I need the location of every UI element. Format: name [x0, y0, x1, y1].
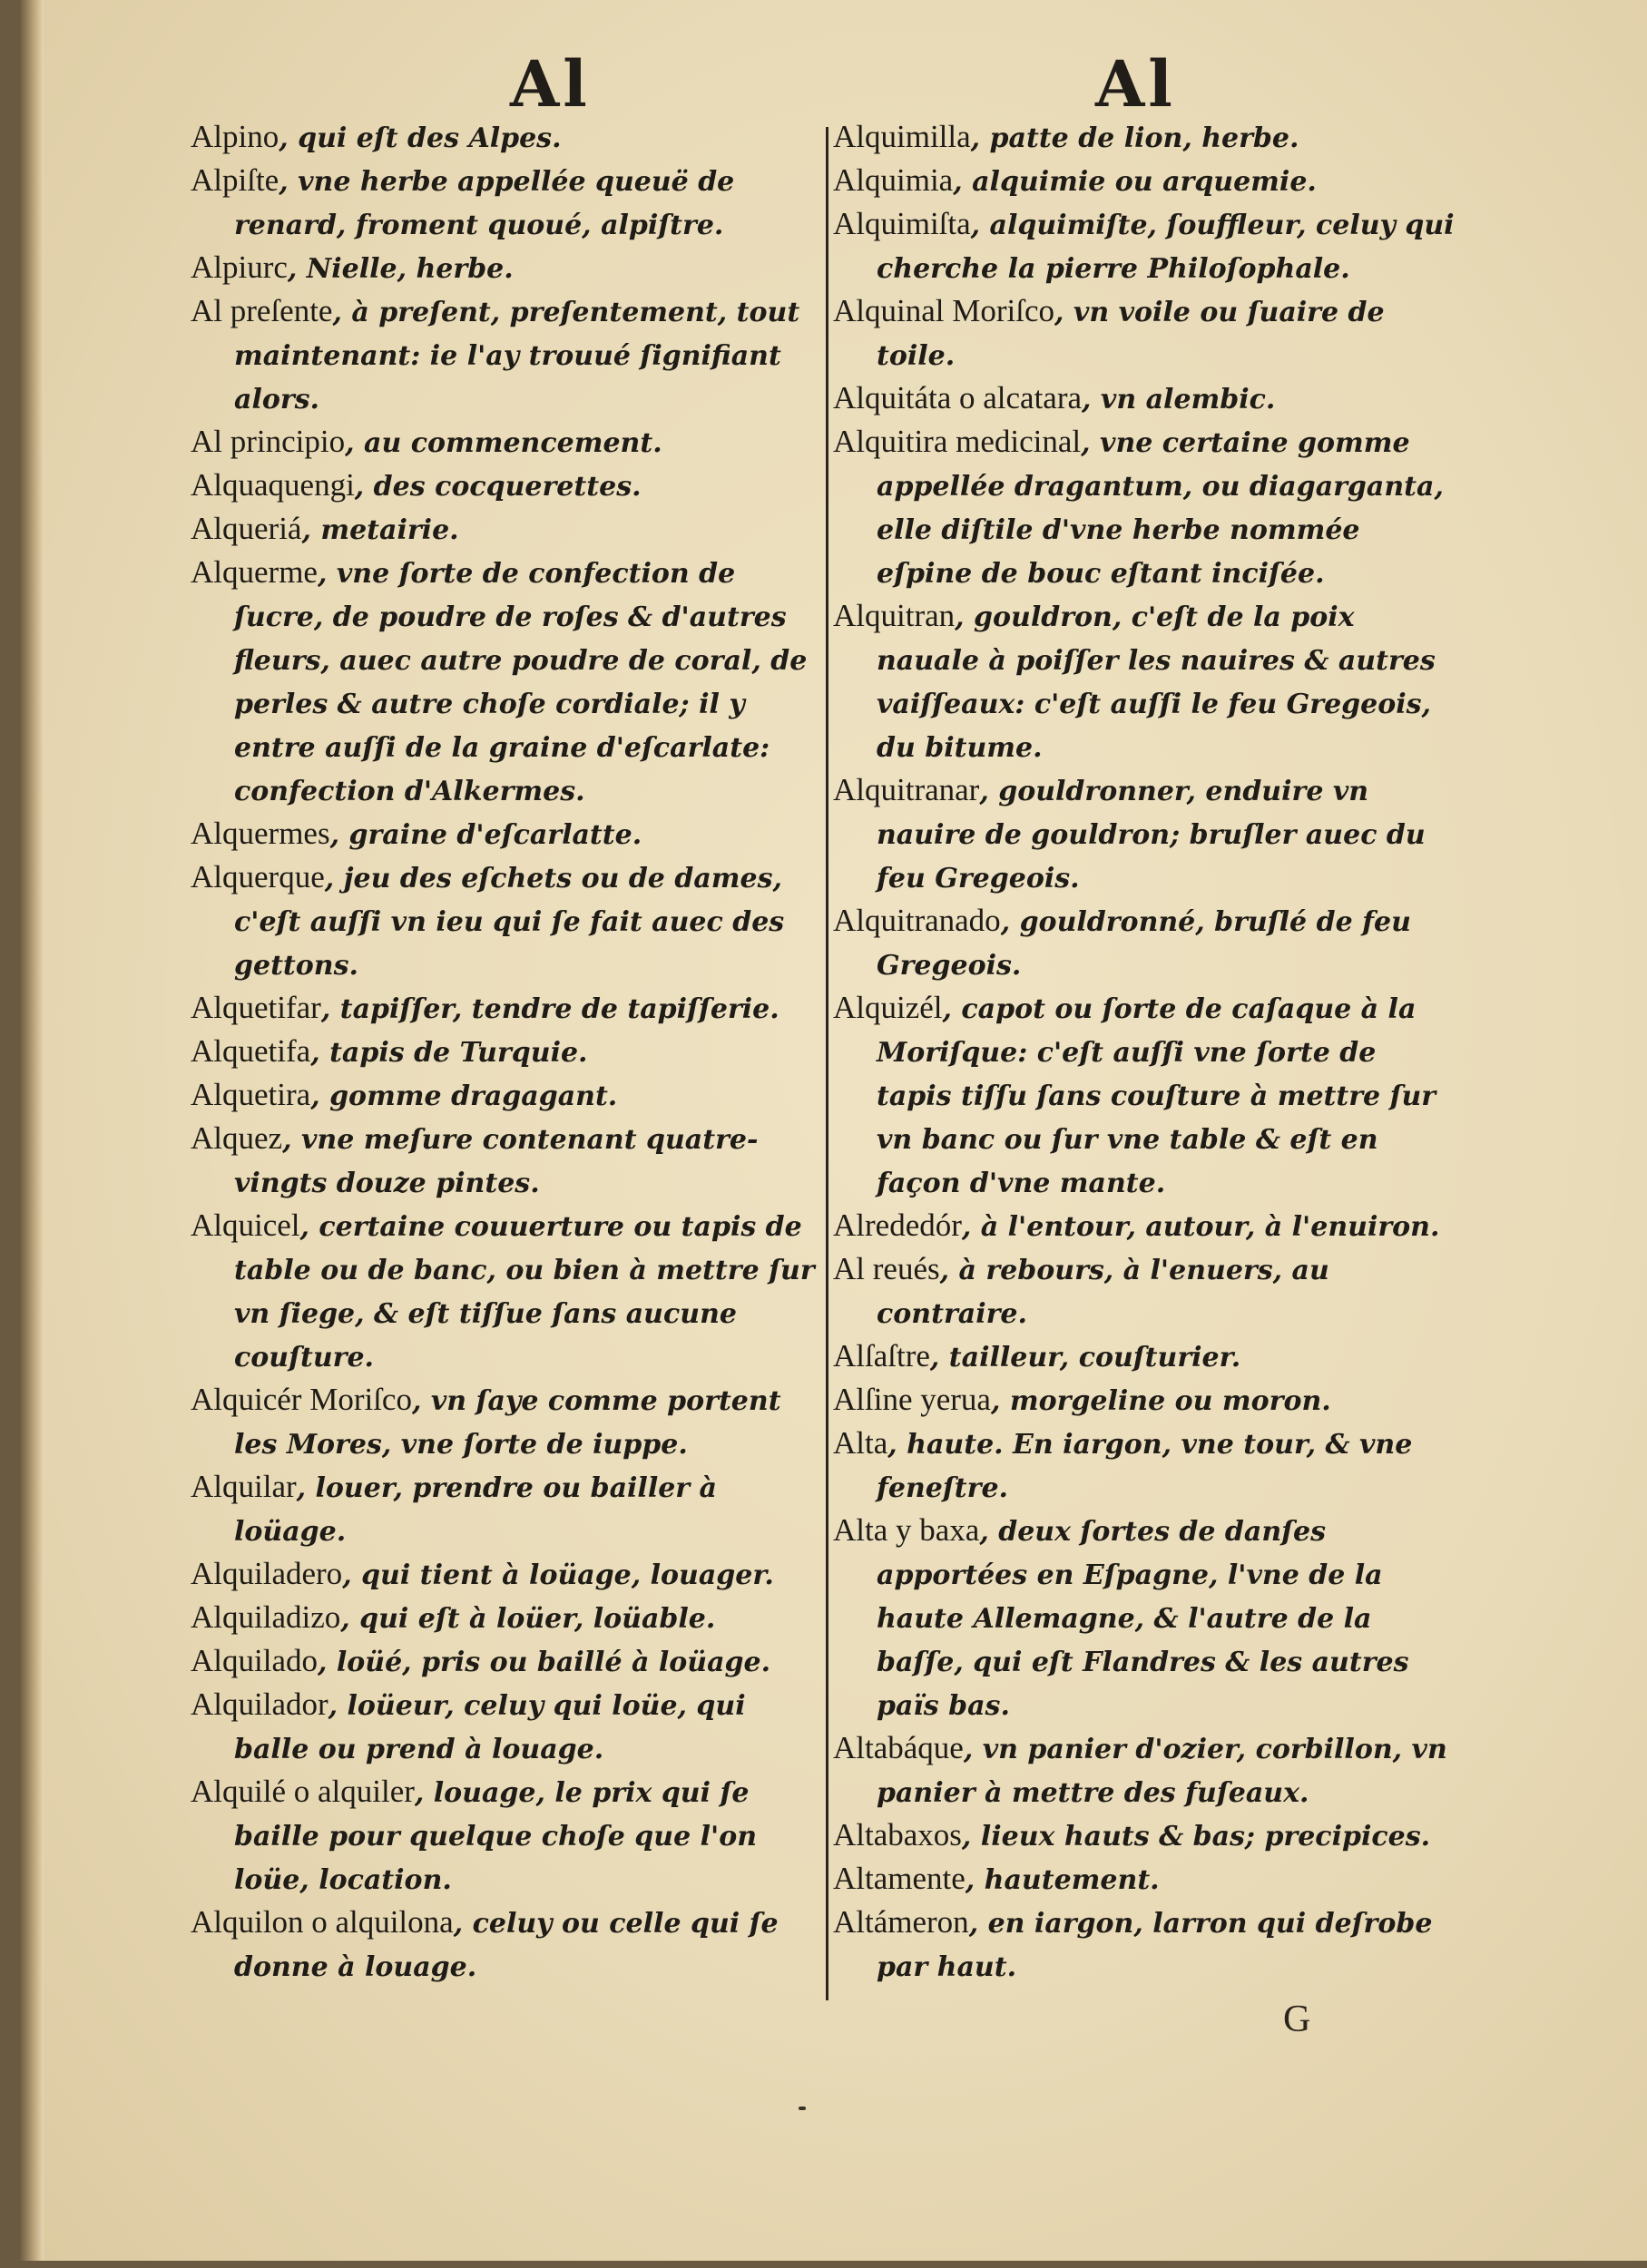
entry-headword: Alquicér Moriſco [191, 1382, 412, 1417]
ink-speck [799, 2107, 806, 2110]
running-head-right: Al [1095, 46, 1176, 122]
entry-headword: Alquimilla [833, 119, 971, 154]
dictionary-entry [191, 856, 817, 987]
dictionary-entry [191, 1466, 817, 1553]
entry-headword: Alquermes [191, 816, 330, 851]
dictionary-entry [191, 508, 817, 552]
dictionary-entry [833, 421, 1455, 595]
dictionary-entry [191, 1684, 817, 1771]
entry-definition: , qui eſt des Alpes. [279, 122, 562, 154]
entry-definition: , hautement. [965, 1864, 1160, 1896]
dictionary-entry [833, 1901, 1455, 1989]
entry-definition: , haute. En iargon, vne tour, & vne feneſtre. [877, 1429, 1413, 1504]
entry-definition: , à l'entour, autour, à l'enuiron. [961, 1211, 1440, 1243]
dictionary-entry [191, 1553, 817, 1597]
entry-definition: , alquimiſte, ſouffleur, celuy qui cherche la pierre Philoſophale. [877, 210, 1455, 285]
entry-headword: Alquitranado [833, 903, 1001, 938]
dictionary-entry [191, 1771, 817, 1901]
entry-headword: Alquiladero [191, 1556, 343, 1591]
dictionary-entry [833, 116, 1455, 160]
entry-headword: Alquimia [833, 162, 954, 198]
entry-headword: Al reués [833, 1251, 940, 1286]
dictionary-entry [833, 290, 1455, 377]
column-divider [826, 127, 828, 2000]
dictionary-entry [191, 552, 817, 813]
entry-definition: , des cocquerettes. [354, 471, 642, 503]
entry-definition: , vn voile ou ſuaire de toile. [877, 297, 1385, 372]
entry-definition: , alquimie ou arquemie. [953, 166, 1317, 198]
entry-definition: , certaine couuerture ou tapis de table ou de banc, ou bien à mettre ſur vn ſiege, & eſt tiſſue ſans aucune couſture. [234, 1211, 815, 1374]
entry-definition: , jeu des eſchets ou de dames, c'eſt auſſi vn ieu qui ſe fait auec des gettons. [234, 863, 785, 982]
dictionary-entry [191, 1379, 817, 1466]
entry-headword: Alquitira medicinal [833, 424, 1082, 459]
entry-definition: , qui tient à loüage, louager. [342, 1559, 774, 1591]
binding-gutter [20, 0, 44, 2261]
dictionary-entry [833, 900, 1455, 987]
dictionary-entry [191, 247, 817, 290]
entry-definition: , tailleur, couſturier. [929, 1342, 1241, 1374]
entry-headword: Alpino [191, 119, 279, 154]
dictionary-entry [833, 769, 1455, 900]
entry-headword: Alſaſtre [833, 1338, 930, 1374]
dictionary-entry [191, 1205, 817, 1379]
left-column [191, 116, 817, 1989]
dictionary-entry [833, 1727, 1455, 1814]
entry-definition: , graine d'eſcarlatte. [329, 819, 642, 851]
entry-definition: , celuy ou celle qui ſe donne à louage. [234, 1908, 779, 1983]
entry-definition: , à preſent, preſentement, tout maintenant: ie l'ay trouué ſignifiant alors. [234, 297, 800, 415]
entry-headword: Alquetira [191, 1077, 311, 1112]
entry-headword: Alquetifar [191, 990, 321, 1025]
dictionary-entry [191, 1118, 817, 1205]
signature-mark: G [1283, 1999, 1311, 2040]
entry-definition: , deux ſortes de danſes apportées en Eſpagne, l'vne de la haute Allemagne, & l'autre de la baſſe, qui eſt Flandres & les autres païs bas. [877, 1516, 1409, 1722]
entry-headword: Alquitranar [833, 772, 980, 807]
entry-headword: Alquilador [191, 1686, 328, 1722]
dictionary-entry [833, 1335, 1455, 1379]
entry-headword: Alrededór [833, 1207, 962, 1243]
dictionary-entry [833, 1379, 1455, 1422]
entry-definition: , gouldronné, bruſlé de feu Gregeois. [877, 906, 1411, 982]
dictionary-entry [191, 1074, 817, 1118]
entry-headword: Alquimiſta [833, 206, 971, 241]
dictionary-entry [191, 290, 817, 421]
dictionary-entry [833, 595, 1455, 769]
dictionary-entry [191, 813, 817, 856]
entry-definition: , tapiſſer, tendre de tapiſſerie. [320, 993, 779, 1025]
entry-definition: , vn ſaye comme portent les Mores, vne ſorte de iuppe. [234, 1385, 781, 1461]
dictionary-entry [191, 464, 817, 508]
entry-definition: , louer, prendre ou bailler à loüage. [234, 1472, 717, 1548]
dictionary-entry [191, 160, 817, 247]
entry-headword: Alſine yerua [833, 1382, 991, 1417]
entry-definition: , vne herbe appellée queuë de renard, froment quoué, alpiſtre. [234, 166, 735, 241]
entry-headword: Alquilado [191, 1643, 318, 1678]
entry-definition: , vne meſure contenant quatre-vingts douze pintes. [234, 1124, 759, 1199]
running-head-left: Al [510, 46, 591, 122]
dictionary-entry [833, 987, 1455, 1205]
entry-headword: Altámeron [833, 1904, 969, 1940]
entry-headword: Altamente [833, 1861, 966, 1896]
entry-definition: , au commencement. [345, 427, 662, 459]
dictionary-entry [833, 160, 1455, 203]
entry-definition: , vn panier d'ozier, corbillon, vn panier à mettre des fuſeaux. [877, 1734, 1447, 1809]
dictionary-entry [191, 116, 817, 160]
entry-definition: , patte de lion, herbe. [970, 122, 1299, 154]
dictionary-entry [833, 1205, 1455, 1248]
entry-headword: Alquinal Moriſco [833, 293, 1054, 328]
entry-definition: , gouldronner, enduire vn nauire de gouldron; bruſler auec du feu Gregeois. [877, 776, 1426, 894]
entry-headword: Alquilar [191, 1469, 297, 1504]
entry-definition: , morgeline ou moron. [990, 1385, 1331, 1417]
dictionary-entry [833, 377, 1455, 421]
entry-definition: , en iargon, larron qui deſrobe par haut. [877, 1908, 1433, 1983]
entry-definition: , louage, le prix qui ſe baille pour quelque choſe que l'on loüe, location. [234, 1777, 758, 1896]
entry-headword: Alquiladizo [191, 1599, 341, 1635]
dictionary-entry [833, 1510, 1455, 1727]
entry-headword: Alquitáta o alcatara [833, 380, 1083, 415]
dictionary-entry [833, 1858, 1455, 1901]
entry-definition: , vn alembic. [1082, 384, 1276, 415]
entry-headword: Alquilé o alquiler [191, 1774, 415, 1809]
entry-headword: Alquaquengi [191, 467, 355, 503]
entry-headword: Alpiurc [191, 249, 288, 285]
entry-definition: , Nielle, herbe. [287, 253, 514, 285]
entry-definition: , loüé, pris ou baillé à loüage. [317, 1647, 771, 1678]
dictionary-entry [191, 1640, 817, 1684]
right-column [833, 116, 1455, 1989]
entry-headword: Alquerme [191, 554, 318, 590]
dictionary-entry [833, 1422, 1455, 1510]
entry-headword: Alquizél [833, 990, 943, 1025]
entry-definition: , gomme dragagant. [310, 1080, 618, 1112]
dictionary-entry [833, 1248, 1455, 1335]
entry-headword: Alta y baxa [833, 1512, 980, 1548]
entry-headword: Alpiſte [191, 162, 279, 198]
entry-definition: , à rebours, à l'enuers, au contraire. [877, 1255, 1329, 1330]
dictionary-entry [191, 987, 817, 1031]
dictionary-entry [833, 203, 1455, 290]
entry-headword: Alquerque [191, 859, 325, 894]
entry-headword: Alta [833, 1425, 888, 1461]
entry-headword: Alquitran [833, 598, 956, 633]
entry-definition: , capot ou ſorte de caſaque à la Moriſque: c'eſt auſſi vne ſorte de tapis tiſſu ſans couſture à mettre ſur vn banc ou ſur vne table & eſt en façon d'vne mante. [877, 993, 1436, 1199]
entry-definition: , qui eſt à loüer, loüable. [340, 1603, 716, 1635]
entry-definition: , lieux hauts & bas; precipices. [961, 1821, 1431, 1853]
entry-headword: Al preſente [191, 293, 333, 328]
entry-headword: Altabáque [833, 1730, 964, 1765]
entry-headword: Alquez [191, 1120, 283, 1156]
entry-headword: Alquicel [191, 1207, 300, 1243]
entry-definition: , gouldron, c'eſt de la poix nauale à poiſſer les nauires & autres vaiſſeaux: c'eſt auſſi le feu Gregeois, du bitume. [877, 601, 1436, 764]
dictionary-entry [833, 1814, 1455, 1858]
entry-headword: Al principio [191, 424, 346, 459]
dictionary-entry [191, 1597, 817, 1640]
entry-headword: Altabaxos [833, 1817, 962, 1853]
entry-definition: , tapis de Turquie. [310, 1037, 588, 1069]
entry-headword: Alqueriá [191, 511, 302, 546]
entry-definition: , vne certaine gomme appellée dragantum, ou diagarganta, elle diſtile d'vne herbe nommée eſpine de bouc eſtant inciſée. [877, 427, 1444, 590]
entry-headword: Alquilon o alquilona [191, 1904, 454, 1940]
dictionary-page [20, 0, 1647, 2261]
entry-headword: Alquetifa [191, 1033, 311, 1069]
dictionary-entry [191, 421, 817, 464]
entry-definition: , loüeur, celuy qui loüe, qui balle ou prend à louage. [234, 1690, 746, 1765]
dictionary-entry [191, 1901, 817, 1989]
entry-definition: , vne ſorte de confection de ſucre, de poudre de roſes & d'autres fleurs, auec autre poudre de coral, de perles & autre choſe cordiale; il y entre auſſi de la graine d'eſcarlate: confection d'Alkermes. [234, 558, 808, 807]
dictionary-entry [191, 1031, 817, 1074]
entry-definition: , metairie. [301, 514, 459, 546]
